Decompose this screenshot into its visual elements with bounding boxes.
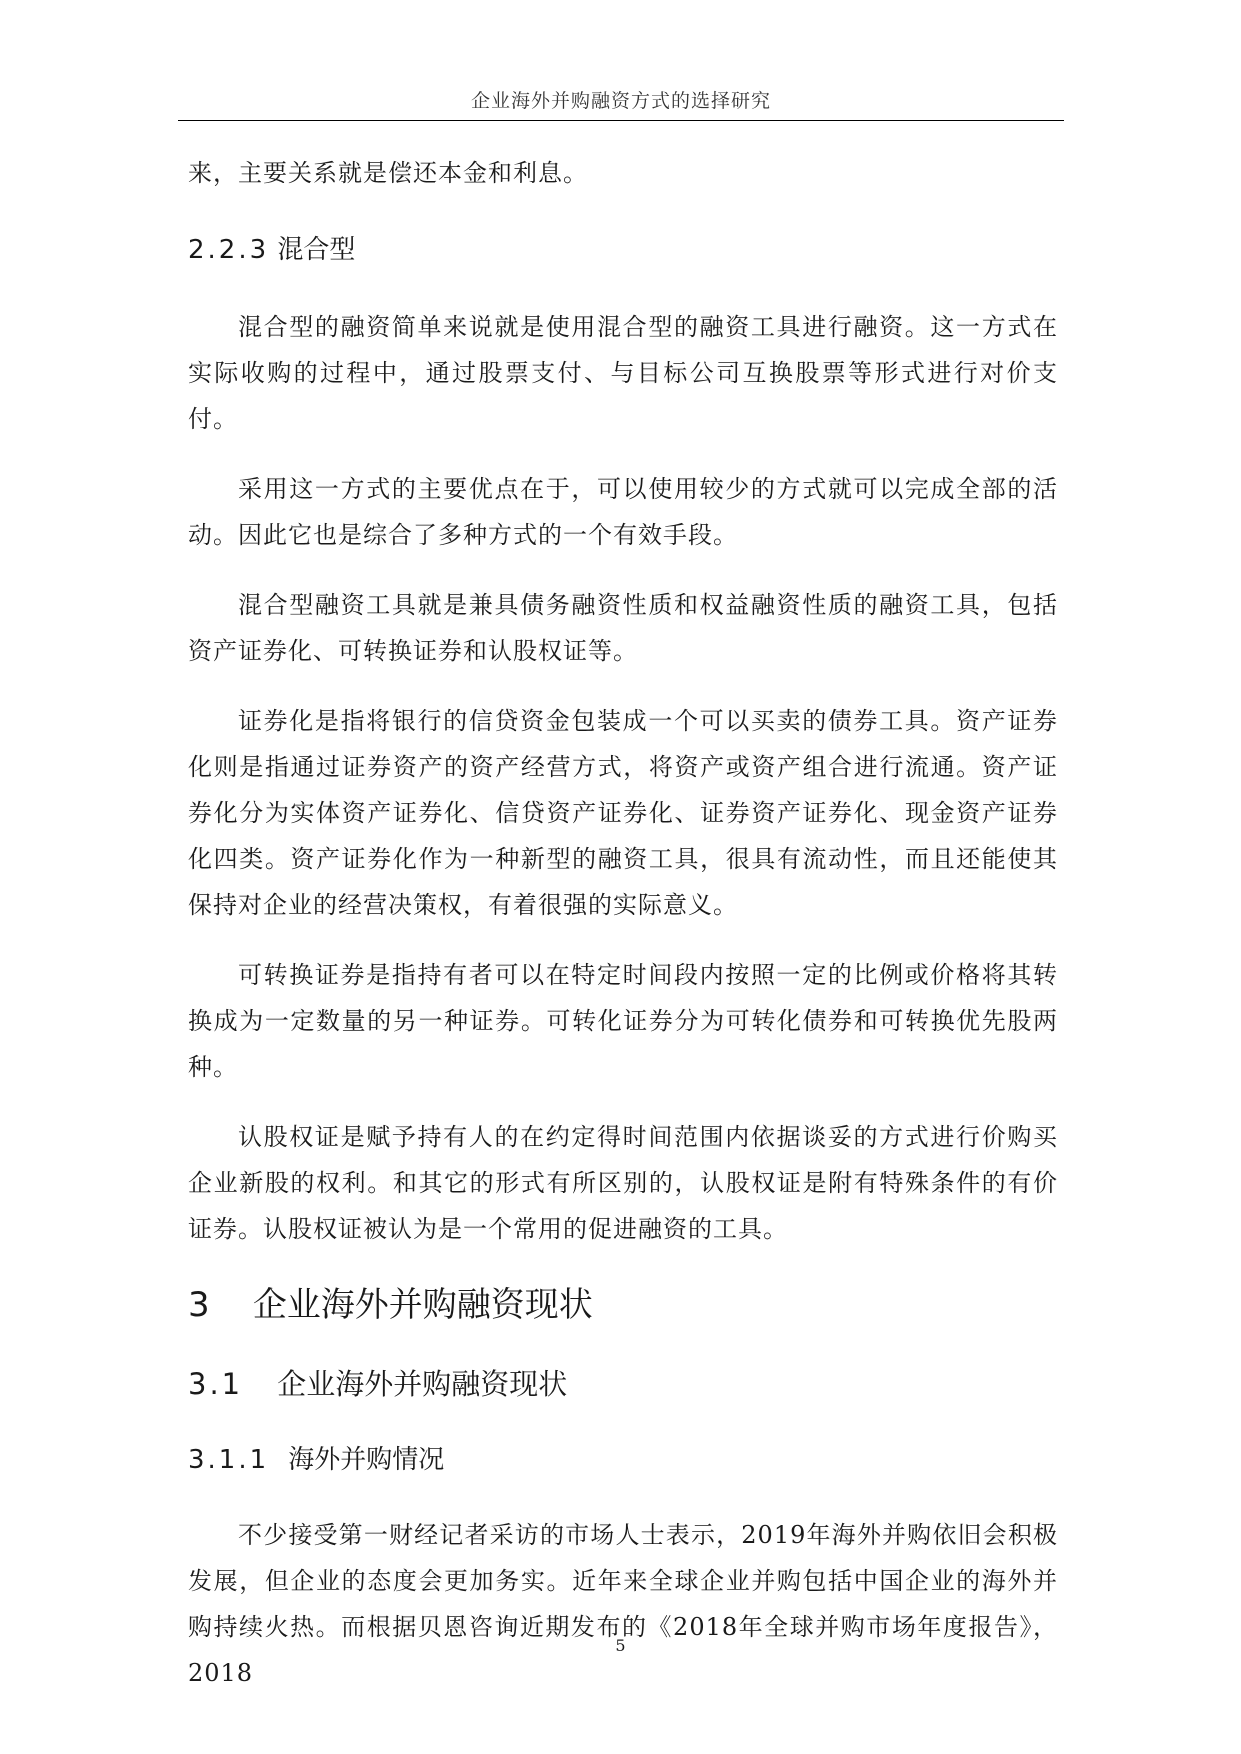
header-rule xyxy=(178,120,1064,121)
section-title: 混合型 xyxy=(277,235,356,265)
paragraph: 不少接受第一财经记者采访的市场人士表示，2019年海外并购依旧会积极发展，但企业的态度会更加务实。近年来全球企业并购包括中国企业的海外并购持续火热。而根据贝恩咨询近期发布的《2018年全球并购市场年度报告》，2018 xyxy=(188,1521,1058,1687)
paragraph: 可转换证券是指持有者可以在特定时间段内按照一定的比例或价格将其转换成为一定数量的另一种证券。可转化证券分为可转化债券和可转换优先股两种。 xyxy=(188,961,1058,1081)
section-number: 3.1 xyxy=(188,1367,244,1401)
section-heading-3-1-1 xyxy=(188,1434,1058,1486)
page-body xyxy=(188,150,1058,1696)
section-title: 企业海外并购融资现状 xyxy=(277,1367,568,1401)
paragraph: 混合型的融资简单来说就是使用混合型的融资工具进行融资。这一方式在实际收购的过程中，通过股票支付、与目标公司互换股票等形式进行对价支付。 xyxy=(188,313,1058,433)
paragraph: 采用这一方式的主要优点在于，可以使用较少的方式就可以完成全部的活动。因此它也是综合了多种方式的一个有效手段。 xyxy=(188,475,1058,549)
section-heading-3-1 xyxy=(188,1356,1058,1412)
section-title: 海外并购情况 xyxy=(288,1445,445,1475)
chapter-title: 企业海外并购融资现状 xyxy=(252,1285,593,1325)
chapter-number: 3 xyxy=(188,1285,210,1325)
paragraph: 证券化是指将银行的信贷资金包装成一个可以买卖的债券工具。资产证券化则是指通过证券资产的资产经营方式，将资产或资产组合进行流通。资产证券化分为实体资产证券化、信贷资产证券化、证券资产证券化、现金资产证券化四类。资产证券化作为一种新型的融资工具，很具有流动性，而且还能使其保持对企业的经营决策权，有着很强的实际意义。 xyxy=(188,707,1058,919)
section-number: 2.2.3 xyxy=(188,235,270,265)
running-header: 企业海外并购融资方式的选择研究 xyxy=(470,90,771,112)
paragraph: 认股权证是赋予持有人的在约定得时间范围内依据谈妥的方式进行价购买企业新股的权利。和其它的形式有所区别的，认股权证是附有特殊条件的有价证券。认股权证被认为是一个常用的促进融资的工具。 xyxy=(188,1123,1058,1243)
section-heading-2-2-3 xyxy=(188,224,1058,276)
chapter-heading-3 xyxy=(188,1274,1058,1336)
section-number: 3.1.1 xyxy=(188,1445,270,1475)
paragraph: 来，主要关系就是偿还本金和利息。 xyxy=(188,159,588,187)
page-number: 5 xyxy=(615,1636,626,1655)
paragraph: 混合型融资工具就是兼具债务融资性质和权益融资性质的融资工具，包括资产证券化、可转换证券和认股权证等。 xyxy=(188,591,1058,665)
